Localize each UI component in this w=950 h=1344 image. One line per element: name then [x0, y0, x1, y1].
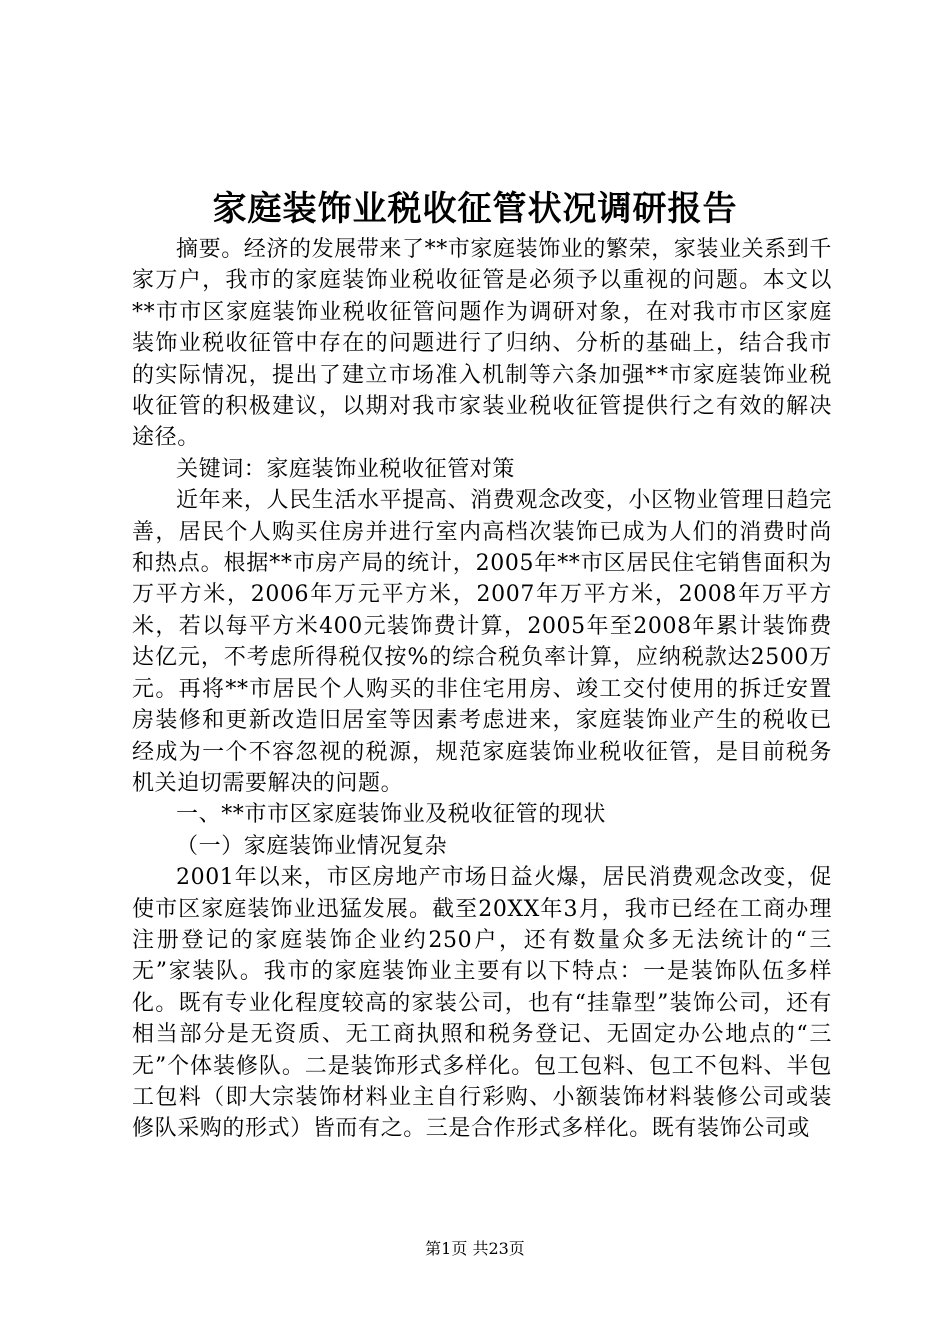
- page-number-footer: 第1页 共23页: [425, 1239, 525, 1258]
- keywords-paragraph: 关键词：家庭装饰业税收征管对策: [176, 456, 516, 482]
- abstract-paragraph: 摘要。经济的发展带来了**市家庭装饰业的繁荣，家装业关系到千家万户，我市的家庭装饰业税收征管是必须予以重视的问题。本文以**市市区家庭装饰业税收征管问题作为调研对象，在对我市市区家庭装饰业税收征管中存在的问题进行了归纳、分析的基础上，结合我市的实际情况，提出了建立市场准入机制等六条加强**市家庭装饰业税收征管的积极建议，以期对我市家装业税收征管提供行之有效的解决途径。: [132, 237, 833, 451]
- document-body: [132, 234, 832, 1145]
- document-title: 家庭装饰业税收征管状况调研报告: [212, 189, 738, 229]
- subsection-heading: （一）家庭装饰业情况复杂: [176, 833, 448, 859]
- section-heading: 一、**市市区家庭装饰业及税收征管的现状: [176, 802, 607, 828]
- intro-paragraph: 近年来，人民生活水平提高、消费观念改变，小区物业管理日趋完善，居民个人购买住房并进行室内高档次装饰已成为人们的消费时尚和热点。根据**市房产局的统计，2005年**市区居民住宅销售面积为万平方米，2006年万元平方米，2007年万平方米，2008年万平方米，若以每平方米400元装饰费计算，2005年至2008年累计装饰费达亿元，不考虑所得税仅按%的综合税负率计算，应纳税款达2500万元。再将**市居民个人购买的非住宅用房、竣工交付使用的拆迁安置房装修和更新改造旧居室等因素考虑进来，家庭装饰业产生的税收已经成为一个不容忽视的税源，规范家庭装饰业税收征管，是目前税务机关迫切需要解决的问题。: [132, 488, 832, 796]
- body-paragraph: 2001年以来，市区房地产市场日益火爆，居民消费观念改变，促使市区家庭装饰业迅猛发展。截至20XX年3月，我市已经在工商办理注册登记的家庭装饰企业约250户，还有数量众多无法统计的“三无”家装队。我市的家庭装饰业主要有以下特点：一是装饰队伍多样化。既有专业化程度较高的家装公司，也有“挂靠型”装饰公司，还有相当部分是无资质、无工商执照和税务登记、无固定办公地点的“三无”个体装修队。二是装饰形式多样化。包工包料、包工不包料、半包工包料（即大宗装饰材料业主自行彩购、小额装饰材料装修公司或装修队采购的形式）皆而有之。三是合作形式多样化。既有装饰公司或: [132, 865, 832, 1142]
